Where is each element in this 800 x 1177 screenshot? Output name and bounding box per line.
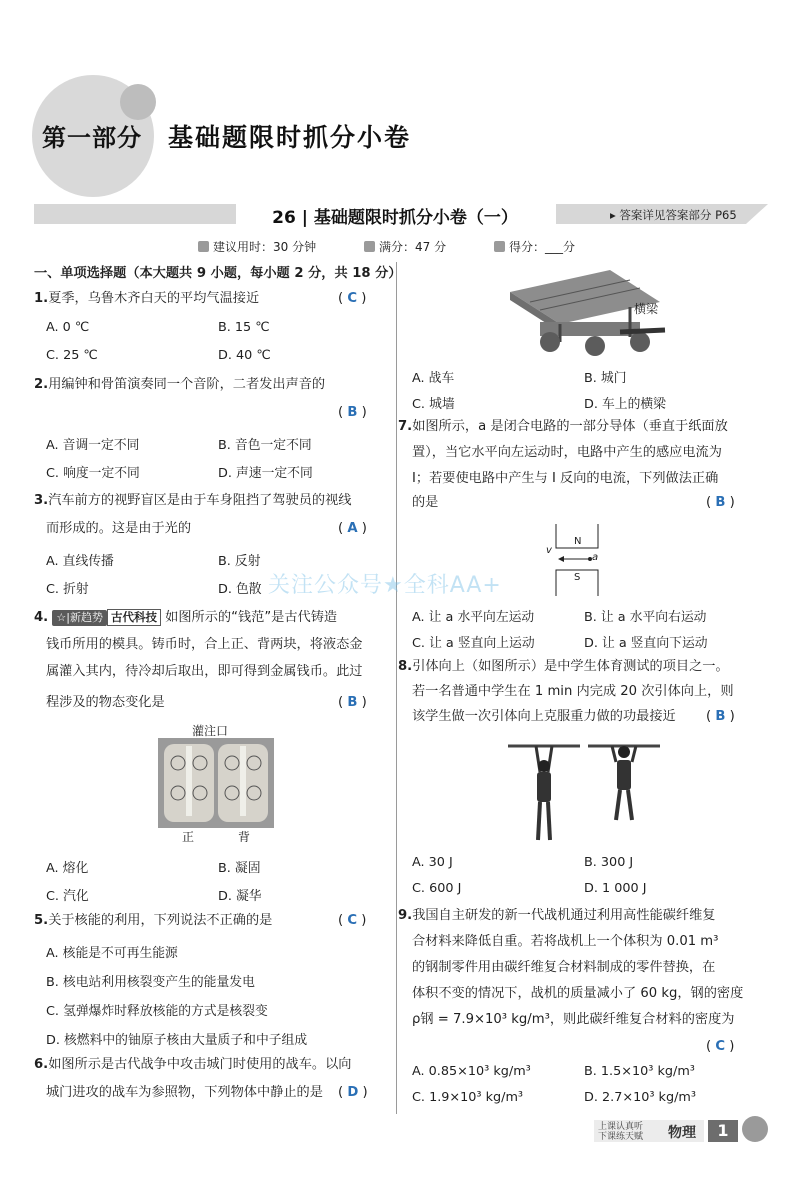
question-number: 2. [34, 377, 49, 392]
question-text-line: 如图所示，a 是闭合电路的一部分导体（垂直于纸面放 [412, 419, 728, 434]
trend-badge: ☆|新趋势 [52, 610, 107, 626]
answer-letter: C [715, 1039, 726, 1054]
full-score [364, 238, 446, 255]
option: B. 1.5×10³ kg/m³ [584, 1064, 695, 1079]
answer-8: ( B ) [706, 709, 735, 724]
question-text-line: 汽车前方的视野盲区是由于车身阻挡了驾驶员的视线 [48, 493, 352, 508]
question-number: 8. [398, 659, 413, 674]
answer-letter: B [347, 405, 358, 420]
option: D. 1 000 J [584, 881, 647, 896]
question-text-line: 置），当它水平向左运动时，电路中产生的感应电流为 [412, 445, 722, 460]
option: A. 让 a 水平向左运动 [412, 610, 535, 625]
question-text-line: 属灌入其内，待冷却后取出，即可得到金属钱币。此过 [46, 664, 363, 679]
pull-up-image [504, 740, 664, 850]
question-4 [34, 605, 390, 631]
suggested-time-text: 建议用时：30 分钟 [213, 240, 317, 254]
full-score-text: 满分：47 分 [379, 240, 447, 254]
option: A. 熔化 [46, 861, 89, 876]
option: C. 25 ℃ [46, 348, 98, 363]
option: C. 折射 [46, 582, 89, 597]
question-text: 关于核能的利用，下列说法不正确的是 [48, 913, 273, 928]
header-small-circle-decoration [120, 84, 156, 120]
pour-port-label: 灌注口 [192, 724, 229, 738]
answer-letter: B [347, 695, 358, 710]
option: C. 让 a 竖直向上运动 [412, 636, 535, 651]
answer-letter: B [715, 709, 726, 724]
question-text-line: 如图所示的“钱范”是古代铸造 [165, 610, 338, 625]
option: C. 600 J [412, 881, 462, 896]
question-text-line: 钱币所用的模具。铸币时，合上正、背两块，将液态金 [46, 637, 363, 652]
question-number: 9. [398, 908, 413, 923]
option: D. 车上的横梁 [584, 397, 666, 412]
n-pole-label: N [574, 536, 582, 547]
question-text-line: 如图所示是古代战争中攻击城门时使用的战车。以向 [48, 1057, 352, 1072]
option: A. 0.85×10³ kg/m³ [412, 1064, 531, 1079]
question-text-line: 若一名普通中学生在 1 min 内完成 20 次引体向上，则 [412, 684, 734, 699]
conductor-label: a [592, 552, 599, 563]
option: D. 声速一定不同 [218, 466, 313, 481]
question-text-line: 的是 [412, 495, 439, 510]
option: C. 城墙 [412, 397, 455, 412]
question-3 [34, 488, 390, 514]
answer-letter: C [347, 291, 358, 306]
option: B. 核电站利用核裂变产生的能量发电 [46, 975, 255, 990]
pencil-icon [494, 241, 505, 252]
question-text-line: I；若要使电路中产生与 I 反向的电流，下列做法正确 [412, 471, 719, 486]
watermark-text: 关注公众号★全科AA+ [268, 573, 502, 598]
option: B. 让 a 水平向右运动 [584, 610, 707, 625]
footer-slogan-2: 下课练天赋 [598, 1132, 644, 1142]
option: A. 0 ℃ [46, 320, 90, 335]
part-title: 基础题限时抓分小卷 [168, 123, 412, 152]
answer-6: ( D ) [338, 1085, 368, 1100]
option: C. 1.9×10³ kg/m³ [412, 1090, 524, 1105]
question-text-line: 而形成的。这是由于光的 [46, 521, 192, 536]
page-number: 1 [708, 1120, 738, 1142]
option: A. 战车 [412, 371, 455, 386]
question-text-line: ρ钢 = 7.9×10³ kg/m³，则此碳纤维复合材料的密度为 [412, 1012, 735, 1027]
question-number: 1. [34, 291, 49, 306]
s-pole-label: S [574, 572, 581, 583]
question-text-line: 的钢制零件用由碳纤维复合材料制成的零件替换，在 [412, 960, 716, 975]
part-label: 第一部分 [42, 124, 142, 152]
answer-letter: A [347, 521, 358, 536]
question-text-line: 城门进攻的战车为参照物，下列物体中静止的是 [46, 1085, 323, 1100]
question-text-line: 引体向上（如图所示）是中学生体育测试的项目之一。 [412, 659, 729, 674]
option: A. 直线传播 [46, 554, 114, 569]
question-number: 6. [34, 1057, 49, 1072]
coin-mold-image [158, 738, 274, 828]
question-6 [34, 1052, 390, 1078]
footer-subject: 物理 [668, 1125, 696, 1141]
question-text-line: 体积不变的情况下，战机的质量减小了 60 kg，钢的密度 [412, 986, 744, 1001]
question-number: 5. [34, 913, 49, 928]
question-5 [34, 908, 334, 934]
option: D. 2.7×10³ kg/m³ [584, 1090, 696, 1105]
question-text-line: 该学生做一次引体向上克服重力做的功最接近 [412, 709, 676, 724]
question-number: 4. [34, 610, 49, 625]
section-title: 一、单项选择题（本大题共 9 小题，每小题 2 分，共 18 分） [34, 266, 402, 281]
answer-3: ( A ) [338, 521, 367, 536]
beam-label: 横梁 [634, 302, 659, 316]
option: A. 音调一定不同 [46, 438, 140, 453]
front-label: 正 [182, 830, 195, 844]
answer-letter: C [347, 913, 358, 928]
answer-1: ( C ) [338, 291, 367, 306]
option: D. 色散 [218, 582, 262, 597]
answer-9: ( C ) [706, 1039, 735, 1054]
answer-2: ( B ) [338, 405, 367, 420]
column-divider [396, 262, 397, 1114]
question-7 [398, 414, 770, 440]
obtained-score-text: 得分：___分 [509, 240, 576, 254]
option: C. 汽化 [46, 889, 89, 904]
back-label: 背 [238, 830, 251, 844]
answer-7: ( B ) [706, 495, 735, 510]
clock-icon [198, 241, 209, 252]
answer-letter: D [347, 1085, 359, 1100]
topic-badge: 古代科技 [107, 609, 161, 626]
paper-title: 26 | 基础题限时抓分小卷（一） [272, 208, 518, 228]
option: B. 城门 [584, 371, 627, 386]
option: A. 30 J [412, 855, 453, 870]
option: B. 反射 [218, 554, 261, 569]
question-text-line: 我国自主研发的新一代战机通过利用高性能碳纤维复 [412, 908, 716, 923]
option: B. 15 ℃ [218, 320, 270, 335]
option: D. 核燃料中的铀原子核由大量质子和中子组成 [46, 1033, 308, 1048]
question-number: 3. [34, 493, 49, 508]
option: D. 让 a 竖直向下运动 [584, 636, 708, 651]
question-text-line: 程涉及的物态变化是 [46, 695, 165, 710]
score-sheet-icon [364, 241, 375, 252]
obtained-score [494, 238, 575, 255]
option: B. 音色一定不同 [218, 438, 312, 453]
option: B. 凝固 [218, 861, 261, 876]
option: D. 凝华 [218, 889, 262, 904]
footer-slogan-1: 上课认真听 [598, 1122, 644, 1132]
question-text-line: 合材料来降低自重。若将战机上一个体积为 0.01 m³ [412, 934, 719, 949]
option: C. 氢弹爆炸时释放核能的方式是核裂变 [46, 1004, 268, 1019]
question-text: 用编钟和骨笛演奏同一个音阶，二者发出声音的 [48, 377, 326, 392]
velocity-label: v [546, 545, 552, 556]
question-number: 7. [398, 419, 413, 434]
option: C. 响度一定不同 [46, 466, 140, 481]
question-1 [34, 286, 384, 312]
question-text: 夏季，乌鲁木齐白天的平均气温接近 [48, 291, 260, 306]
answer-4: ( B ) [338, 695, 367, 710]
question-2 [34, 372, 384, 398]
option: B. 300 J [584, 855, 634, 870]
question-9 [398, 903, 774, 929]
answer-letter: B [715, 495, 726, 510]
suggested-time [198, 238, 316, 255]
mascot-icon [742, 1116, 768, 1142]
answer-5: ( C ) [338, 913, 367, 928]
question-8 [398, 654, 774, 680]
option: D. 40 ℃ [218, 348, 271, 363]
option: A. 核能是不可再生能源 [46, 946, 178, 961]
answer-reference: ▸ 答案详见答案部分 P65 [610, 208, 737, 222]
